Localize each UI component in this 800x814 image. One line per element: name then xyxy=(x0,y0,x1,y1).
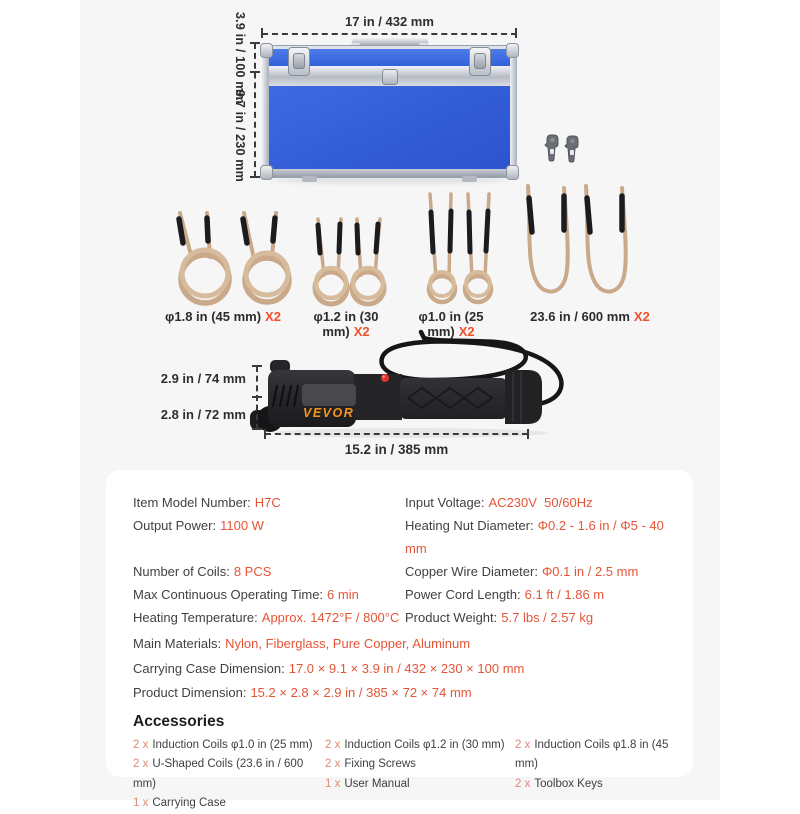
spec-row xyxy=(133,514,405,560)
induction-coils-1-0-image xyxy=(422,190,502,308)
spec-row xyxy=(133,583,405,606)
spec-grid xyxy=(133,491,673,629)
spec-row xyxy=(133,657,673,682)
accessory-name: U-Shaped Coils (23.6 in / 600 mm) xyxy=(133,758,304,790)
key-icon xyxy=(565,136,578,162)
accessory-name: Induction Coils φ1.8 in (45 mm) xyxy=(515,738,669,770)
tool-end-cap xyxy=(505,370,542,424)
spec-value: Φ0.2 - 1.6 in / Φ5 - 40 mm xyxy=(405,518,668,556)
spec-value: Φ0.1 in / 2.5 mm xyxy=(541,564,639,579)
spec-label: Product Weight: xyxy=(405,610,498,625)
heater-image xyxy=(250,330,570,442)
dimension-tick xyxy=(250,176,260,178)
accessory-item xyxy=(325,755,515,775)
case-latch-left xyxy=(288,47,310,76)
spec-label: Heating Nut Diameter: xyxy=(405,518,534,533)
spec-row xyxy=(405,560,673,583)
spec-value: 6.1 ft / 1.86 m xyxy=(524,587,605,602)
power-indicator-led xyxy=(381,374,389,382)
case-width-dimension-label: 17 in / 432 mm xyxy=(345,14,434,29)
accessory-qty: 2 x xyxy=(515,777,531,790)
accessory-name: Induction Coils φ1.0 in (25 mm) xyxy=(152,738,313,751)
spec-row xyxy=(133,606,405,629)
dimension-tick xyxy=(252,365,262,367)
spec-row xyxy=(133,681,673,706)
accessory-qty: 2 x xyxy=(325,758,341,770)
spec-label: Item Model Number: xyxy=(133,495,251,510)
case-body-panel xyxy=(263,86,516,169)
dimension-tick xyxy=(261,28,263,38)
dimension-tick xyxy=(250,42,260,44)
spec-label: Main Materials: xyxy=(133,636,222,651)
accessories-column xyxy=(515,736,673,814)
spec-row xyxy=(405,514,673,560)
accessory-name: Induction Coils φ1.2 in (30 mm) xyxy=(344,738,505,751)
coil-qty: X2 xyxy=(458,324,475,339)
u-shaped-coils-image xyxy=(518,180,648,305)
case-depth-dimension-label: 3.9 in / 100 mm xyxy=(233,12,247,104)
accessory-qty: 1 x xyxy=(133,797,149,809)
accessory-item xyxy=(133,736,325,756)
spec-label: Input Voltage: xyxy=(405,495,485,510)
accessory-item xyxy=(325,736,515,756)
accessory-qty: 1 x xyxy=(325,777,341,790)
case-foot xyxy=(302,176,317,182)
spec-row xyxy=(405,606,673,629)
tool-neck xyxy=(354,374,402,420)
case-corner-protector xyxy=(506,165,519,180)
coil-qty: X2 xyxy=(633,309,650,324)
spec-value: 15.2 × 2.8 × 2.9 in / 385 × 72 × 74 mm xyxy=(250,685,472,700)
accessory-qty: 2 x xyxy=(133,758,149,770)
case-foot xyxy=(462,176,477,182)
accessory-item xyxy=(515,736,673,775)
dimension-tick xyxy=(515,28,517,38)
accessories-grid xyxy=(133,736,673,814)
accessory-item xyxy=(133,755,325,794)
accessory-qty: 2 x xyxy=(325,738,341,751)
coil-size: φ1.0 in (25 mm) xyxy=(418,309,484,339)
spec-row xyxy=(133,632,673,657)
tool-length-dimension-line xyxy=(265,433,528,435)
accessory-item xyxy=(133,794,325,814)
spec-value: 8 PCS xyxy=(233,564,272,579)
spec-label: Copper Wire Diameter: xyxy=(405,564,538,579)
accessories-column xyxy=(325,736,515,814)
accessories-title: Accessories xyxy=(133,712,225,730)
case-lock xyxy=(382,69,398,85)
case-width-dimension-line xyxy=(262,33,517,35)
tool-label-panel xyxy=(302,384,356,406)
induction-coils-1-8-image xyxy=(172,207,302,312)
induction-coils-1-2-image xyxy=(305,215,397,309)
tool-height-dimension-line xyxy=(256,366,258,430)
case-right-rail xyxy=(510,45,517,178)
case-corner-protector xyxy=(260,43,273,58)
spec-panel xyxy=(106,470,693,809)
coil-qty: X2 xyxy=(353,324,370,339)
case-height-dimension-line xyxy=(254,43,256,177)
accessory-qty: 2 x xyxy=(133,738,149,751)
spec-row xyxy=(133,491,405,514)
dimension-tick xyxy=(252,396,262,398)
spec-value: H7C xyxy=(254,495,281,510)
spec-value: 5.7 lbs / 2.57 kg xyxy=(501,610,594,625)
spec-full-rows xyxy=(133,632,673,706)
accessory-item xyxy=(325,775,515,795)
spec-label: Output Power: xyxy=(133,518,217,533)
dimension-tick xyxy=(252,428,262,430)
case-left-rail xyxy=(262,45,269,178)
spec-row xyxy=(405,583,673,606)
key-icon xyxy=(545,135,558,161)
case-corner-protector xyxy=(260,165,273,180)
coil-size: φ1.8 in (45 mm) xyxy=(165,309,262,324)
case-corner-protector xyxy=(506,43,519,58)
coil-label-u-shaped xyxy=(528,309,652,324)
spec-label: Heating Temperature: xyxy=(133,610,258,625)
spec-value: AC230V 50/60Hz xyxy=(488,495,593,510)
spec-value: Approx. 1472°F / 800°C xyxy=(261,610,400,625)
spec-label: Product Dimension: xyxy=(133,685,247,700)
spec-value: 6 min xyxy=(327,587,359,602)
spec-row xyxy=(133,560,405,583)
spec-value: 1100 W xyxy=(220,518,264,533)
accessory-qty: 2 x xyxy=(515,738,531,751)
carrying-case-image xyxy=(262,45,517,178)
case-bottom-rail xyxy=(263,169,516,177)
coil-size: φ1.2 in (30 mm) xyxy=(313,309,379,339)
dimension-tick xyxy=(250,71,260,73)
coil-size: 23.6 in / 600 mm xyxy=(530,309,630,324)
dimension-tick xyxy=(527,429,529,439)
coil-label-1-8 xyxy=(150,309,296,324)
accessory-name: Fixing Screws xyxy=(344,758,416,770)
tool-height-dimension-label: 2.9 in / 74 mm xyxy=(160,371,246,386)
accessory-name: User Manual xyxy=(344,777,410,790)
accessory-name: Toolbox Keys xyxy=(534,777,603,790)
spec-label: Carrying Case Dimension: xyxy=(133,660,285,676)
brand-logo: VEVOR xyxy=(303,406,355,420)
spec-value: Nylon, Fiberglass, Pure Copper, Aluminum xyxy=(225,636,471,651)
case-height-dimension-label: 9.7 in / 230 mm xyxy=(233,90,247,182)
spec-value: 17.0 × 9.1 × 3.9 in / 432 × 230 × 100 mm xyxy=(288,660,525,676)
spec-label: Power Cord Length: xyxy=(405,587,521,602)
dimension-tick xyxy=(264,429,266,439)
tool-length-dimension-label: 15.2 in / 385 mm xyxy=(344,442,449,457)
spec-label: Number of Coils: xyxy=(133,564,230,579)
coil-qty: X2 xyxy=(265,309,281,324)
case-latch-right xyxy=(469,47,491,76)
spec-label: Max Continuous Operating Time: xyxy=(133,587,324,602)
accessory-name: Carrying Case xyxy=(152,797,226,809)
accessory-item xyxy=(515,775,673,795)
tool-width-dimension-label: 2.8 in / 72 mm xyxy=(160,407,246,422)
spec-row xyxy=(405,491,673,514)
accessories-column xyxy=(133,736,325,814)
toolbox-keys-image xyxy=(544,134,582,166)
